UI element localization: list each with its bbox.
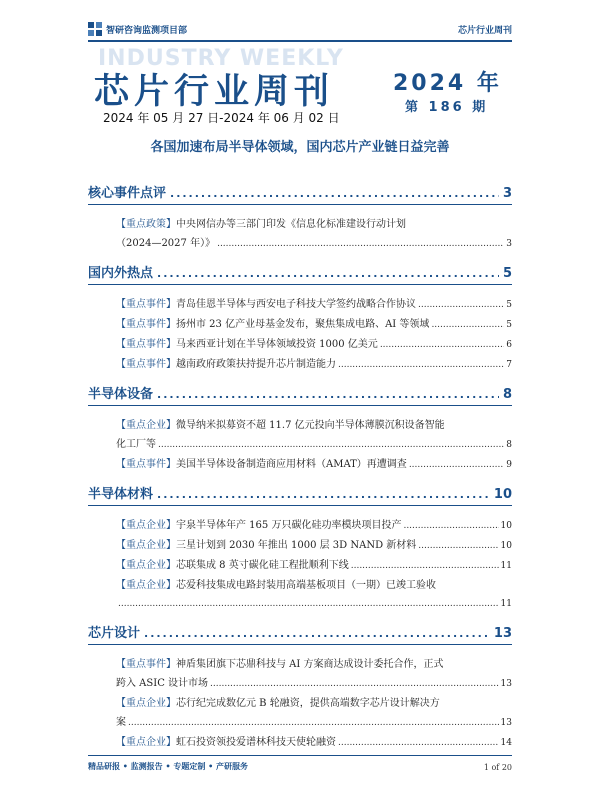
leader-dots: [144, 627, 490, 640]
top-header-bar: [88, 18, 512, 42]
entry-text: 芯爱科技集成电路封装用高端基板项目（一期）已竣工验收: [176, 580, 436, 591]
leader-dots: [210, 675, 499, 694]
entry-page: 13: [500, 679, 512, 689]
toc-section-heading[interactable]: [88, 483, 512, 503]
entry-page: 10: [500, 521, 512, 531]
entry-text: 越南政府政策扶持提升芯片制造能力: [176, 359, 336, 370]
section-page: 13: [493, 626, 512, 641]
entry-text: 芯行纪完成数亿元 B 轮融资，提供高端数字芯片设计解决方: [176, 698, 440, 709]
toc-section-heading[interactable]: [88, 383, 512, 403]
entry-text: 神盾集团旗下芯鼎科技与 AI 方案商达成设计委托合作，正式: [176, 659, 444, 670]
leader-dots: [409, 456, 504, 475]
toc-entry[interactable]: [116, 455, 512, 475]
entry-tag: 【重点企业】: [116, 698, 176, 709]
section-divider: [88, 505, 512, 506]
toc-entry[interactable]: [116, 335, 512, 355]
date-range: 2024 年 05 月 27 日-2024 年 06 月 02 日: [103, 111, 340, 125]
entry-tag: 【重点企业】: [116, 560, 176, 571]
footer-services: 精品研报 • 监测报告 • 专题定制 • 产研服务: [88, 762, 249, 771]
issue-year: 2024 年: [393, 71, 502, 96]
toc-entry[interactable]: [116, 576, 512, 614]
toc-entry[interactable]: [116, 516, 512, 536]
section-page: 8: [502, 387, 512, 402]
entry-page: 10: [500, 541, 512, 551]
section-title: 芯片设计: [88, 626, 141, 641]
entry-page: 13: [500, 718, 512, 728]
toc-entry[interactable]: [116, 536, 512, 556]
entry-page: 9: [506, 460, 512, 470]
entry-text: 青岛佳恩半导体与西安电子科技大学签约战略合作协议: [176, 299, 416, 310]
entry-tag: 【重点事件】: [116, 339, 176, 350]
leader-dots: [170, 187, 499, 200]
entry-page: 5: [506, 320, 512, 330]
entry-text: 中央网信办等三部门印发《信息化标准建设行动计划: [176, 219, 406, 230]
entry-text: 宇泉半导体年产 165 万只碳化硅功率模块项目投产: [176, 520, 402, 531]
page-footer: [88, 755, 512, 772]
entry-page: 11: [500, 599, 512, 609]
leader-dots: [158, 436, 504, 455]
entry-text: 虹石投资领投爱谱林科技天使轮融资: [176, 737, 336, 748]
entry-text-cont: （2024—2027 年）》: [116, 238, 216, 249]
issue-number: 第 186 期: [405, 100, 489, 115]
leader-dots: [351, 557, 499, 576]
entry-page: 8: [506, 440, 512, 450]
entry-text: 扬州市 23 亿产业母基金发布，聚焦集成电路、AI 等领域: [176, 319, 430, 330]
entry-page: 6: [506, 340, 512, 350]
leader-dots: [118, 595, 499, 614]
entry-page: 11: [500, 561, 512, 571]
entry-text: 微导纳米拟募资不超 11.7 亿元投向半导体薄膜沉积设备智能: [176, 420, 445, 431]
entry-tag: 【重点事件】: [116, 459, 176, 470]
leader-dots: [157, 488, 490, 501]
section-divider: [88, 204, 512, 205]
org-logo-icon: [88, 22, 102, 36]
entry-text: 芯联集成 8 英寸碳化硅工程批顺利下线: [176, 560, 349, 571]
leader-dots: [431, 316, 504, 335]
section-divider: [88, 284, 512, 285]
toc-entry[interactable]: [116, 556, 512, 576]
entry-text: 马来西亚计划在半导体领域投资 1000 亿美元: [176, 339, 378, 350]
section-divider: [88, 405, 512, 406]
entry-text-cont: 跨入 ASIC 设计市场: [116, 678, 209, 689]
entry-page: 7: [506, 360, 512, 370]
toc-entry[interactable]: [116, 355, 512, 375]
section-page: 10: [493, 487, 512, 502]
title-watermark: INDUSTRY WEEKLY: [98, 46, 344, 71]
entry-tag: 【重点事件】: [116, 319, 176, 330]
toc-entry[interactable]: [116, 315, 512, 335]
leader-dots: [403, 517, 498, 536]
entry-text: 美国半导体设备制造商应用材料（AMAT）再遭调查: [176, 459, 407, 470]
leader-dots: [157, 388, 499, 401]
entry-tag: 【重点企业】: [116, 520, 176, 531]
toc-entry[interactable]: [116, 655, 512, 694]
toc-section-heading[interactable]: [88, 182, 512, 202]
section-title: 核心事件点评: [88, 186, 167, 201]
page-counter: 1 of 20: [483, 763, 512, 772]
leader-dots: [338, 356, 504, 375]
entry-text-cont: 案: [116, 717, 126, 728]
section-title: 半导体材料: [88, 487, 154, 502]
leader-dots: [128, 714, 499, 733]
entry-tag: 【重点企业】: [116, 420, 176, 431]
entry-tag: 【重点事件】: [116, 359, 176, 370]
leader-dots: [418, 296, 504, 315]
entry-tag: 【重点企业】: [116, 540, 176, 551]
section-page: 3: [502, 186, 512, 201]
toc-entry[interactable]: [116, 215, 512, 254]
entry-tag: 【重点企业】: [116, 580, 176, 591]
leader-dots: [380, 336, 504, 355]
org-name: 智研咨询监测项目部: [106, 25, 188, 36]
section-title: 半导体设备: [88, 387, 154, 402]
section-divider: [88, 644, 512, 645]
entry-tag: 【重点事件】: [116, 659, 176, 670]
entry-tag: 【重点政策】: [116, 219, 176, 230]
leader-dots: [217, 235, 504, 254]
entry-tag: 【重点企业】: [116, 737, 176, 748]
entry-text-cont: 化工厂等: [116, 439, 156, 450]
entry-tag: 【重点事件】: [116, 299, 176, 310]
leader-dots: [418, 537, 498, 556]
entry-text: 三星计划到 2030 年推出 1000 层 3D NAND 新材料: [176, 540, 417, 551]
org-logo-group: [88, 22, 187, 36]
toc-section-heading[interactable]: [88, 622, 512, 642]
entry-page: 3: [506, 239, 512, 249]
toc-section-heading[interactable]: [88, 262, 512, 282]
toc-entry[interactable]: [116, 416, 512, 455]
table-of-contents: [88, 182, 512, 753]
entry-page: 5: [506, 300, 512, 310]
section-title: 国内外热点: [88, 266, 154, 281]
toc-entry[interactable]: [116, 733, 512, 753]
page-title: 芯片行业周刊: [94, 72, 335, 112]
entry-page: 14: [500, 738, 512, 748]
toc-entry[interactable]: [116, 295, 512, 315]
publication-name: 芯片行业周刊: [457, 25, 512, 36]
headline-subtitle: 各国加速布局半导体领域，国内芯片产业链日益完善: [150, 140, 450, 155]
section-page: 5: [502, 266, 512, 281]
leader-dots: [157, 267, 499, 280]
leader-dots: [338, 734, 499, 753]
toc-entry[interactable]: [116, 694, 512, 733]
